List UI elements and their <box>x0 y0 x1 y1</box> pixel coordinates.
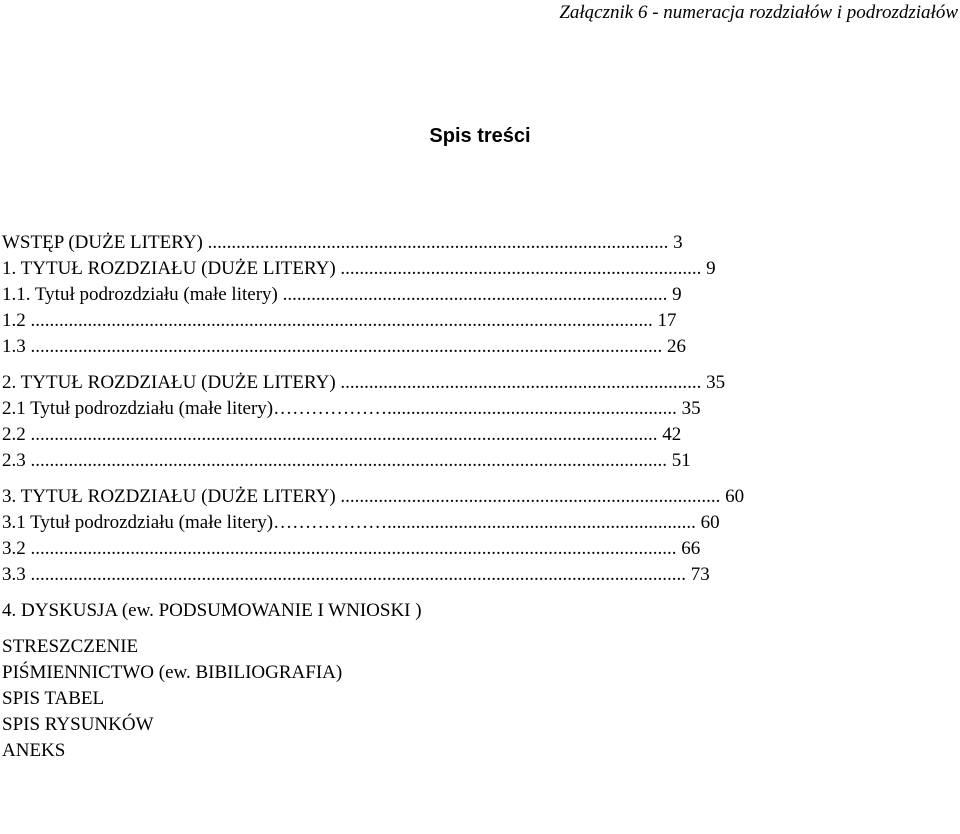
toc-entry-intro: WSTĘP (DUŻE LITERY) ................................................................................................. 3 <box>2 232 683 253</box>
toc-group-intro-chapter-1 <box>2 230 960 360</box>
toc-entry-list-of-tables: SPIS TABEL <box>2 688 105 709</box>
toc-entry-section-3-3: 3.3 .......................................................................................................................................... 73 <box>2 564 710 585</box>
toc-entry-section-1-3: 1.3 ..................................................................................................................................... 26 <box>2 336 686 357</box>
toc-entry-bibliography: PIŚMIENNICTWO (ew. BIBILIOGRAFIA) <box>2 662 343 683</box>
toc-entry-section-3-2: 3.2 ........................................................................................................................................ 66 <box>2 538 701 559</box>
attachment-header-note: Załącznik 6 - numeracja rozdziałów i podrozdziałów <box>559 2 958 23</box>
toc-entry-chapter-3: 3. TYTUŁ ROZDZIAŁU (DUŻE LITERY) ................................................................................ 60 <box>2 486 745 507</box>
toc-group-back-matter <box>2 634 960 764</box>
toc-entry-section-1-1: 1.1. Tytuł podrozdziału (małe litery) ................................................................................. 9 <box>2 284 682 305</box>
toc-title: Spis treści <box>429 125 531 147</box>
toc-entry-section-1-2: 1.2 ................................................................................................................................... 17 <box>2 310 677 331</box>
table-of-contents <box>2 230 960 774</box>
toc-entry-section-2-1: 2.1 Tytuł podrozdziału (małe litery)………………............................................................. 35 <box>2 398 701 419</box>
toc-entry-section-2-3: 2.3 ...................................................................................................................................... 51 <box>2 450 691 471</box>
toc-entry-chapter-4: 4. DYSKUSJA (ew. PODSUMOWANIE I WNIOSKI ) <box>2 600 422 621</box>
toc-entry-appendix: ANEKS <box>2 740 66 761</box>
toc-entry-list-of-figures: SPIS RYSUNKÓW <box>2 714 154 735</box>
toc-group-chapter-3 <box>2 484 960 588</box>
toc-entry-summary: STRESZCZENIE <box>2 636 139 657</box>
toc-entry-chapter-1: 1. TYTUŁ ROZDZIAŁU (DUŻE LITERY) ............................................................................ 9 <box>2 258 716 279</box>
toc-group-chapter-4 <box>2 598 960 624</box>
toc-entry-section-2-2: 2.2 .................................................................................................................................... 42 <box>2 424 682 445</box>
toc-group-chapter-2 <box>2 370 960 474</box>
toc-entry-section-3-1: 3.1 Tytuł podrozdziału (małe litery)………………................................................................. 60 <box>2 512 720 533</box>
toc-entry-chapter-2: 2. TYTUŁ ROZDZIAŁU (DUŻE LITERY) ............................................................................ 35 <box>2 372 726 393</box>
